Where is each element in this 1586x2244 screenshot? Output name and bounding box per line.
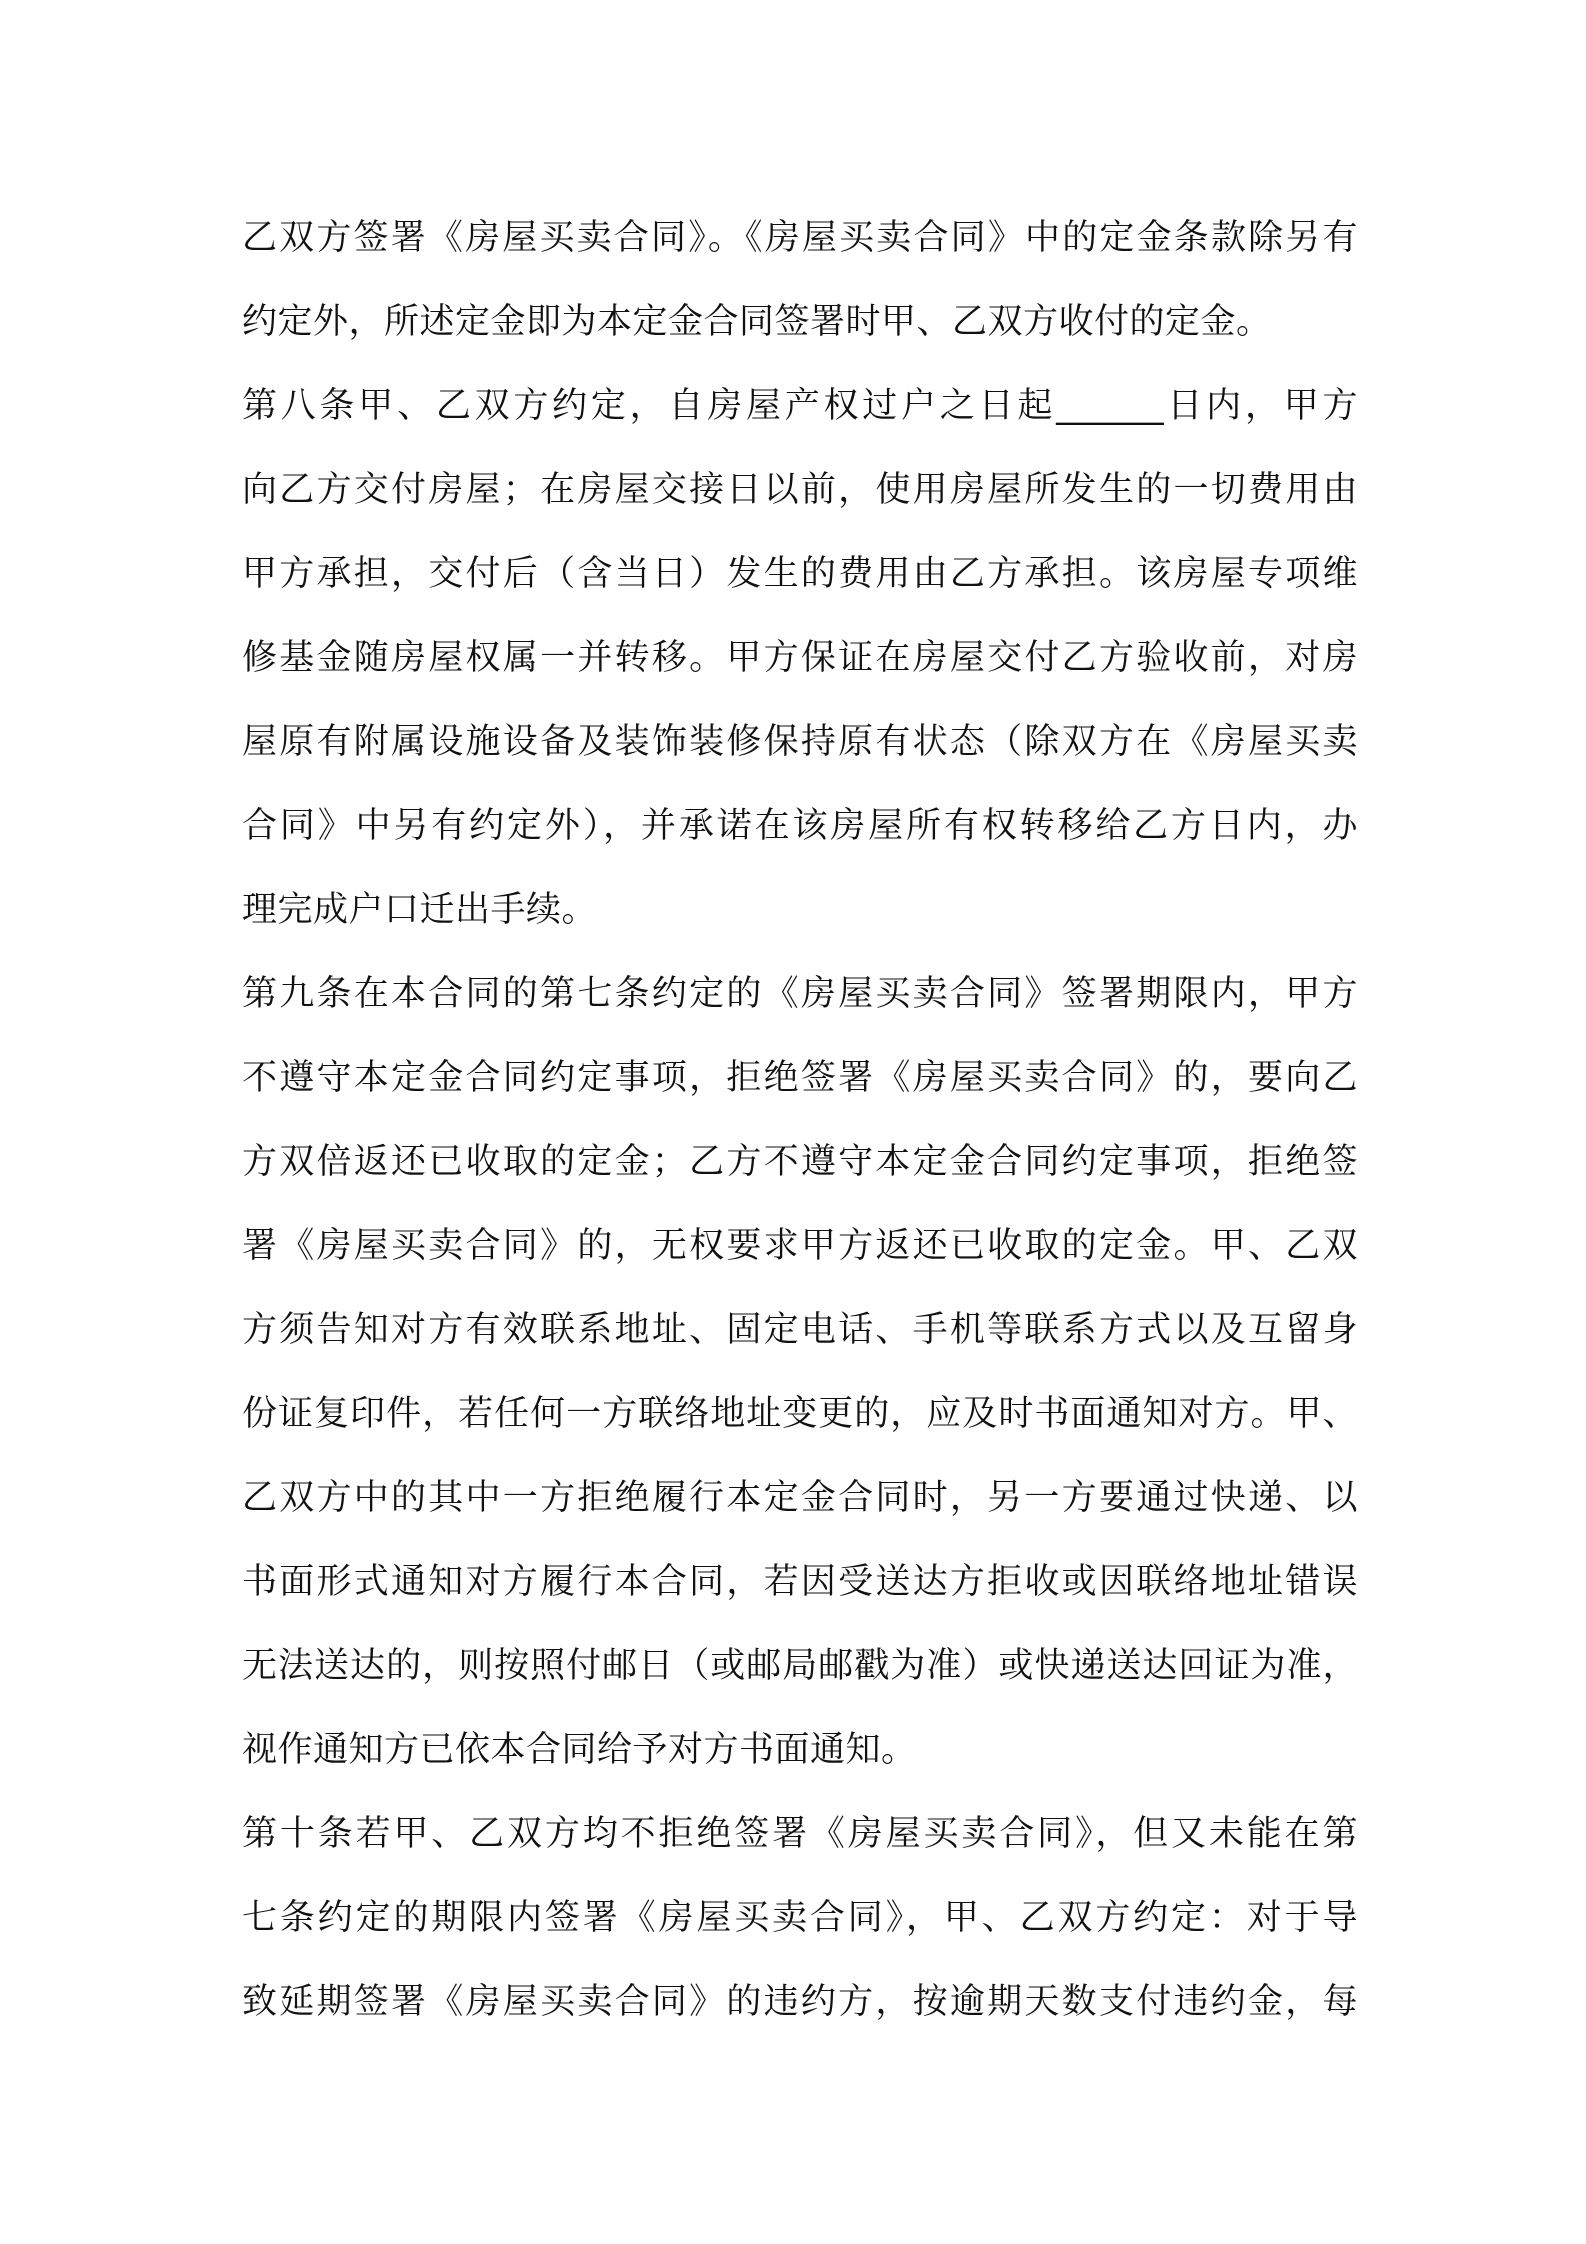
text-line: 修基金随房屋权属一并转移。甲方保证在房屋交付乙方验收前，对房 — [242, 638, 1358, 678]
text-line: 向乙方交付房屋；在房屋交接日以前，使用房屋所发生的一切费用由 — [242, 470, 1358, 510]
text-line: 七条约定的期限内签署《房屋买卖合同》，甲、乙双方约定：对于导 — [242, 1898, 1358, 1938]
text-line: 理完成户口迁出手续。 — [242, 890, 598, 930]
text-line: 第八条甲、乙双方约定，自房屋产权过户之日起______日内，甲方 — [242, 386, 1358, 426]
document-body — [242, 196, 1358, 2044]
text-line: 方双倍返还已收取的定金；乙方不遵守本定金合同约定事项，拒绝签 — [242, 1142, 1358, 1182]
text-line: 无法送达的，则按照付邮日（或邮局邮戳为准）或快递送达回证为准， — [242, 1646, 1358, 1686]
text-line: 乙双方签署《房屋买卖合同》。《房屋买卖合同》中的定金条款除另有 — [242, 218, 1358, 258]
text-line: 视作通知方已依本合同给予对方书面通知。 — [242, 1730, 917, 1770]
text-line: 份证复印件，若任何一方联络地址变更的，应及时书面通知对方。甲、 — [242, 1394, 1358, 1434]
text-line: 约定外，所述定金即为本定金合同签署时甲、乙双方收付的定金。 — [242, 302, 1272, 342]
text-line: 不遵守本定金合同约定事项，拒绝签署《房屋买卖合同》的，要向乙 — [242, 1058, 1358, 1098]
text-line: 甲方承担，交付后（含当日）发生的费用由乙方承担。该房屋专项维 — [242, 554, 1358, 594]
text-line: 乙双方中的其中一方拒绝履行本定金合同时，另一方要通过快递、以 — [242, 1478, 1358, 1518]
text-line: 屋原有附属设施设备及装饰装修保持原有状态（除双方在《房屋买卖 — [242, 722, 1358, 762]
text-line: 致延期签署《房屋买卖合同》的违约方，按逾期天数支付违约金，每 — [242, 1982, 1358, 2022]
text-line: 书面形式通知对方履行本合同，若因受送达方拒收或因联络地址错误 — [242, 1562, 1358, 1602]
text-line: 合同》中另有约定外），并承诺在该房屋所有权转移给乙方日内，办 — [242, 806, 1358, 846]
text-line: 第九条在本合同的第七条约定的《房屋买卖合同》签署期限内，甲方 — [242, 974, 1358, 1014]
text-line: 第十条若甲、乙双方均不拒绝签署《房屋买卖合同》，但又未能在第 — [242, 1814, 1358, 1854]
text-line: 方须告知对方有效联系地址、固定电话、手机等联系方式以及互留身 — [242, 1310, 1358, 1350]
text-line: 署《房屋买卖合同》的，无权要求甲方返还已收取的定金。甲、乙双 — [242, 1226, 1358, 1266]
